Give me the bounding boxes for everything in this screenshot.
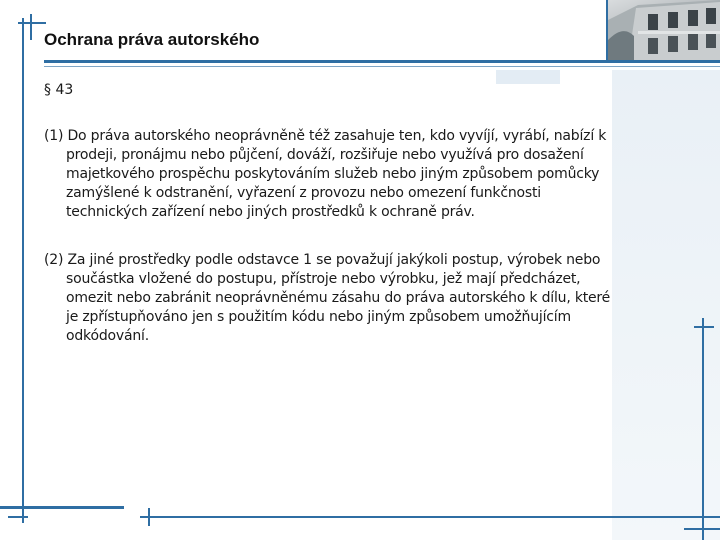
frame-line [148,508,150,526]
frame-line [8,516,28,518]
frame-line-left [22,18,24,523]
photo-border [606,0,608,62]
frame-line [30,14,32,40]
bottom-line [140,516,720,518]
paragraph-1: (1) Do práva autorského neoprávněně též zasahuje ten, kdo vyvíjí, vyrábí, nabízí k prodeji, pronájmu nebo půjčení, dováží, rozšiřuje nebo využívá pro dosažení majetkového prospěchu poskytováním služeb nebo jiným způsobem pomůcky zamýšlené k odstranění, vyřazení z provozu nebo omezení funkčnosti technických zařízení nebo jiných prostředků k ochraně práv. [44,128,607,220]
building-photo [608,0,720,62]
frame-line [684,528,720,530]
page-title: Ochrana práva autorského [44,30,260,49]
bottom-left-bar [0,506,124,509]
title-underline [44,60,720,63]
title-underline-thin [44,66,720,67]
section-number: § 43 [44,82,74,98]
frame-line [694,326,714,328]
paragraph-2: (2) Za jiné prostředky podle odstavce 1 se považují jakýkoli postup, výrobek nebo součástka vložené do postupu, přístroje nebo výrobku, jež mají předcházet, omezit nebo zabránit neoprávněnému zásahu do práva autorského k dílu, které je zpřístupňováno jen s použitím kódu nebo jiným způsobem umožňujícím odkódování. [44,252,611,344]
frame-line-right [702,318,704,540]
header-accent-block [496,70,560,84]
